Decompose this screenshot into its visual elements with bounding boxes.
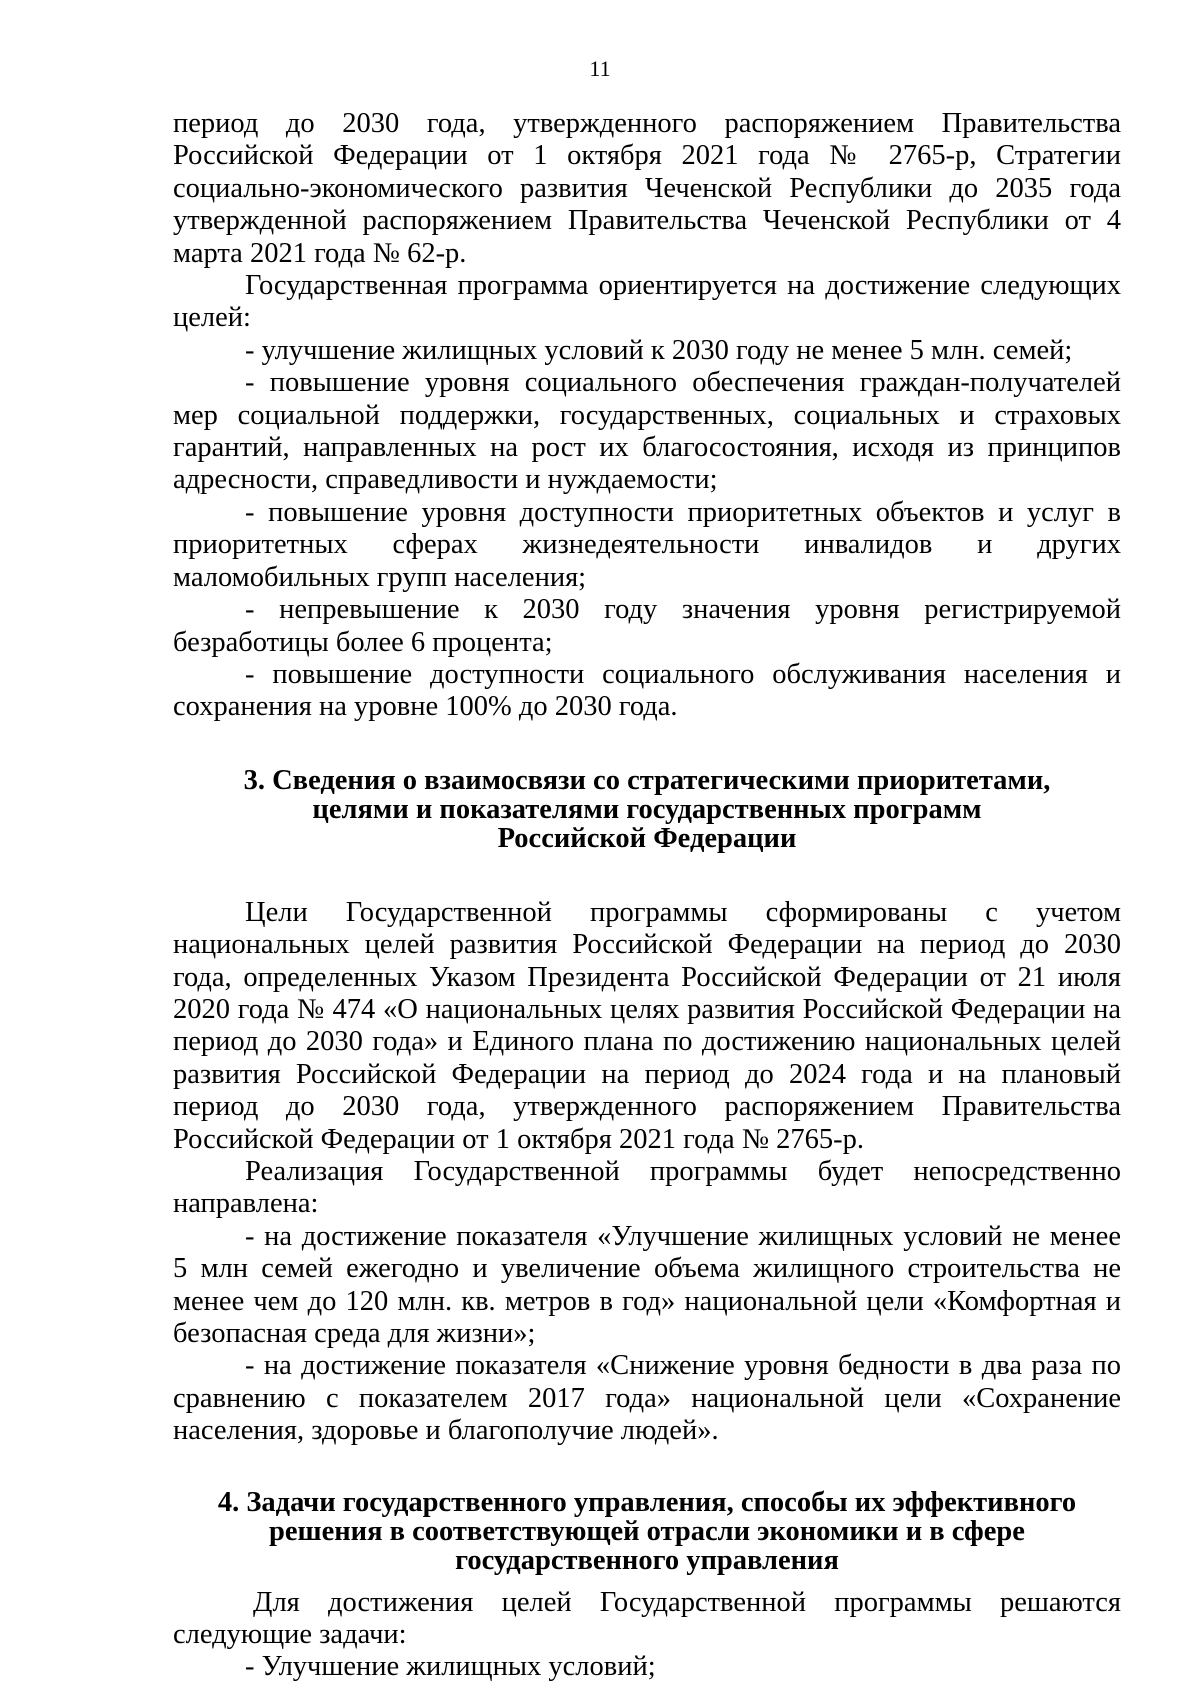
section-3-paragraph: Реализация Государственной программы будет непосредственно направлена:: [173, 1155, 1121, 1220]
section-4-list-item: - Улучшение жилищных условий;: [245, 1651, 656, 1683]
section-3-list-item: - на достижение показателя «Улучшение жилищных условий не менее 5 млн семей ежегодно и увеличение объема жилищного строительства не менее чем до 120 млн. кв. метров в год» национальной цели «Комфортная и безопасная среда для жизни»;: [173, 1220, 1121, 1349]
goal-item: - непревышение к 2030 году значения уровня регистрируемой безработицы более 6 процента;: [173, 594, 1121, 658]
section-3-heading: [173, 766, 1121, 853]
section-4-heading-line: решения в соответствующей отрасли экономики и в сфере: [269, 1515, 1025, 1547]
section-3-heading-line: Российской Федерации: [497, 822, 797, 854]
section-3-list-item: - на достижение показателя «Снижение уровня бедности в два раза по сравнению с показателем 2017 года» национальной цели «Сохранение населения, здоровье и благополучие людей».: [173, 1350, 1121, 1447]
section-3-heading-line: 3. Сведения о взаимосвязи со стратегическими приоритетами,: [243, 764, 1051, 796]
document-body: [173, 108, 1121, 1684]
section-4-heading-line: 4. Задачи государственного управления, способы их эффективного: [217, 1486, 1077, 1518]
goal-item: - улучшение жилищных условий к 2030 году не менее 5 млн. семей;: [245, 334, 1073, 366]
paragraph-goals-intro: Государственная программа ориентируется на достижение следующих целей:: [173, 270, 1121, 334]
section-4-paragraph: Для достижения целей Государственной программы решаются следующие задачи:: [173, 1586, 1121, 1651]
section-3-paragraph: Цели Государственной программы сформированы с учетом национальных целей развития Российской Федерации на период до 2030 года, определенных Указом Президента Российской Федерации от 21 июля 2020 года № 474 «О национальных целях развития Российской Федерации на период до 2030 года» и Единого плана по достижению национальных целей развития Российской Федерации на период до 2024 года и на плановый период до 2030 года, утвержденного распоряжением Правительства Российской Федерации от 1 октября 2021 года № 2765-р.: [173, 896, 1121, 1155]
section-3-heading-line: целями и показателями государственных программ: [312, 793, 982, 825]
paragraph-continuation: период до 2030 года, утвержденного распоряжением Правительства Российской Федерации от 1 октября 2021 года № 2765-р, Стратегии социально-экономического развития Чеченской Республики до 2035 года утвержденной распоряжением Правительства Чеченской Республики от 4 марта 2021 года № 62-р.: [173, 108, 1121, 269]
section-4-heading: [173, 1488, 1121, 1575]
goal-item: - повышение уровня социального обеспечения граждан-получателей мер социальной поддержки, государственных, социальных и страховых гарантий, направленных на рост их благосостояния, исходя из принципов адресности, справедливости и нуждаемости;: [173, 367, 1121, 496]
page-number: 11: [589, 56, 611, 81]
section-4-heading-line: государственного управления: [455, 1544, 839, 1576]
goal-item: - повышение доступности социального обслуживания населения и сохранения на уровне 100% до 2030 года.: [173, 658, 1121, 723]
goal-item: - повышение уровня доступности приоритетных объектов и услуг в приоритетных сферах жизнедеятельности инвалидов и других маломобильных групп населения;: [173, 496, 1121, 593]
